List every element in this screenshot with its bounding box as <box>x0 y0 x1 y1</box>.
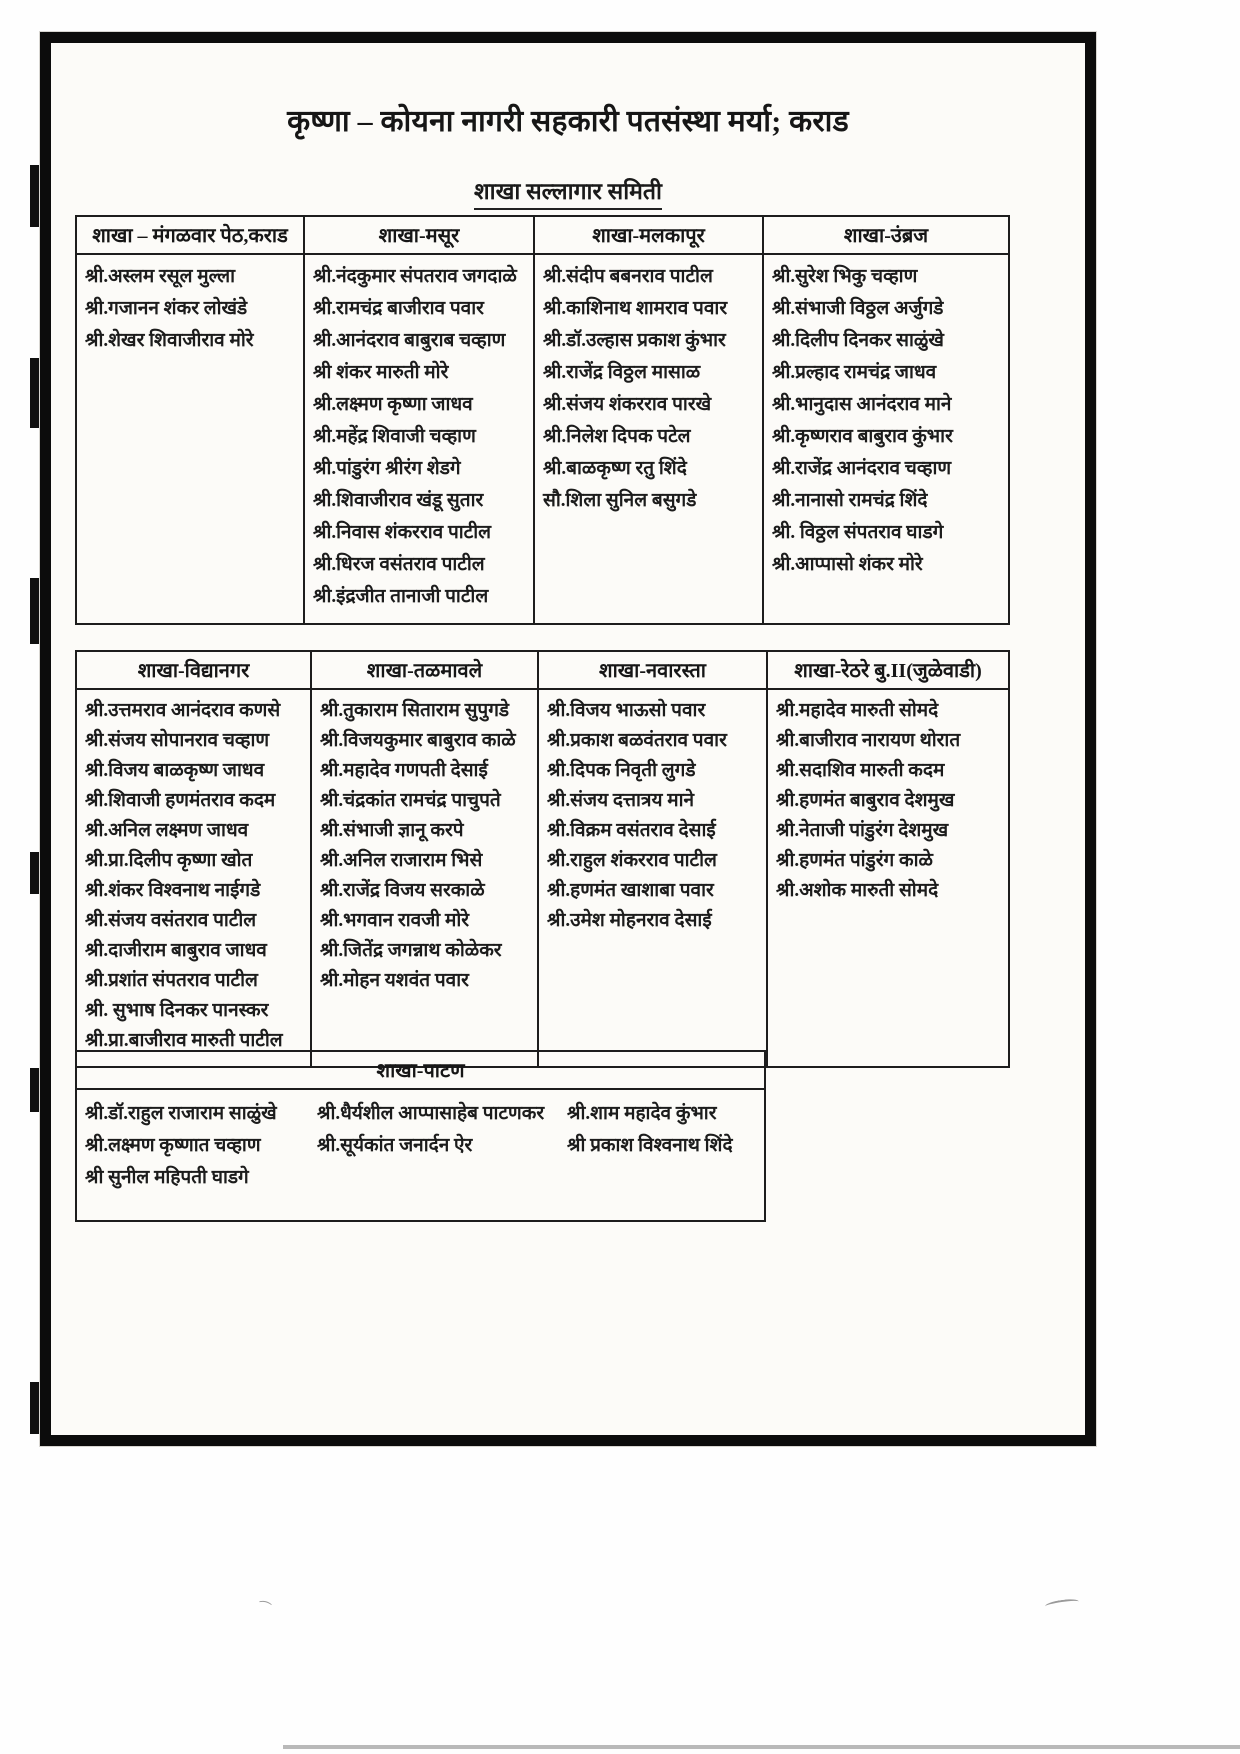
member-name: श्री.विजय भाऊसो पवार <box>547 700 706 721</box>
member-name: श्री प्रकाश विश्वनाथ शिंदे <box>567 1135 733 1156</box>
member-name: श्री.संभाजी ज्ञानू करपे <box>320 820 464 841</box>
scan-artifact <box>30 578 39 644</box>
member-name: श्री.शंकर विश्वनाथ नाईगडे <box>85 880 261 901</box>
patan-member-column <box>85 1098 317 1194</box>
member-name: श्री.राजेंद्र आनंदराव चव्हाण <box>772 458 952 479</box>
member-name: श्री.संजय वसंतराव पाटील <box>85 910 257 931</box>
branch-table-lower <box>75 650 1010 1068</box>
member-name: श्री.अनिल लक्ष्मण जाधव <box>85 820 249 841</box>
branch-header: शाखा-विद्यानगर <box>77 652 310 690</box>
member-name: श्री.शेखर शिवाजीराव मोरे <box>85 330 254 351</box>
member-name: श्री.निवास शंकरराव पाटील <box>313 522 492 543</box>
member-name: श्री.पांडुरंग श्रीरंग शेडगे <box>313 458 461 479</box>
page-title: कृष्णा – कोयना नागरी सहकारी पतसंस्था मर्या; कराड <box>287 105 849 138</box>
member-name: श्री.संजय सोपानराव चव्हाण <box>85 730 270 751</box>
member-name: श्री.सूर्यकांत जनार्दन ऐर <box>317 1135 473 1156</box>
scan-artifact <box>30 165 39 227</box>
member-list <box>305 255 533 623</box>
branch-column <box>303 217 533 623</box>
member-name: श्री.प्रशांत संपतराव पाटील <box>85 970 258 991</box>
scan-artifact <box>30 358 39 428</box>
member-name: श्री.उमेश मोहनराव देसाई <box>547 910 712 931</box>
member-name: श्री.अस्लम रसूल मुल्ला <box>85 266 236 287</box>
member-name: श्री.महेंद्र शिवाजी चव्हाण <box>313 426 476 447</box>
document-frame <box>40 32 1096 1446</box>
member-name: श्री.अशोक मारुती सोमदे <box>776 880 939 901</box>
member-name: श्री. सुभाष दिनकर पानस्कर <box>85 1000 269 1021</box>
member-name: श्री.प्रकाश बळवंतराव पवार <box>547 730 727 751</box>
member-name: श्री. विठ्ठल संपतराव घाडगे <box>772 522 944 543</box>
member-name: श्री.रामचंद्र बाजीराव पवार <box>313 298 484 319</box>
member-name: श्री.चंद्रकांत रामचंद्र पाचुपते <box>320 790 501 811</box>
branch-column <box>77 217 303 623</box>
member-name: श्री.विजयकुमार बाबुराव काळे <box>320 730 516 751</box>
branch-header: शाखा-रेठरे बु.II(जुळेवाडी) <box>768 652 1008 690</box>
member-name: श्री.अनिल राजाराम भिसे <box>320 850 483 871</box>
member-list <box>77 255 303 623</box>
branch-header: शाखा – मंगळवार पेठ,कराड <box>77 217 303 255</box>
member-name: श्री.दिपक निवृती लुगडे <box>547 760 696 781</box>
member-name: श्री.निलेश दिपक पटेल <box>543 426 691 447</box>
member-name: श्री.मोहन यशवंत पवार <box>320 970 469 991</box>
member-name: श्री.संदीप बबनराव पाटील <box>543 266 713 287</box>
scan-artifact <box>1045 1598 1080 1611</box>
branch-column <box>766 652 1008 1066</box>
member-name: श्री.राहुल शंकरराव पाटील <box>547 850 717 871</box>
scan-artifact <box>30 1068 39 1112</box>
member-name: श्री.इंद्रजीत तानाजी पाटील <box>313 586 489 607</box>
member-name: श्री.शिवाजी हणमंतराव कदम <box>85 790 276 811</box>
member-list <box>764 255 1008 623</box>
member-name: श्री सुनील महिपती घाडगे <box>85 1167 249 1188</box>
patan-branch-header: शाखा-पाटण <box>77 1050 764 1090</box>
member-name: श्री.विजय बाळकृष्ण जाधव <box>85 760 265 781</box>
member-name: श्री.आनंदराव बाबुराब चव्हाण <box>313 330 506 351</box>
branch-table-upper <box>75 215 1010 625</box>
member-name: श्री.संजय शंकरराव पारखे <box>543 394 712 415</box>
scan-artifact: ⁀ <box>256 1601 271 1620</box>
member-list <box>535 255 762 623</box>
branch-header: शाखा-मसूर <box>305 217 533 255</box>
member-name: श्री.नेताजी पांडुरंग देशमुख <box>776 820 949 841</box>
branch-column <box>537 652 766 1066</box>
member-name: श्री.बाजीराव नारायण थोरात <box>776 730 961 751</box>
member-name: श्री.संजय दत्तात्रय माने <box>547 790 695 811</box>
member-name: श्री शंकर मारुती मोरे <box>313 362 449 383</box>
branch-column <box>77 652 310 1066</box>
member-name: श्री.काशिनाथ शामराव पवार <box>543 298 728 319</box>
scan-artifact <box>30 1382 39 1434</box>
branch-column <box>310 652 537 1066</box>
branch-column <box>762 217 1008 623</box>
member-name: श्री.धैर्यशील आप्पासाहेब पाटणकर <box>317 1103 545 1124</box>
member-name: श्री.जितेंद्र जगन्नाथ कोळेकर <box>320 940 502 961</box>
scan-artifact <box>30 852 39 894</box>
member-name: श्री.आप्पासो शंकर मोरे <box>772 554 923 575</box>
member-name: श्री.कृष्णराव बाबुराव कुंभार <box>772 426 953 447</box>
member-name: श्री.हणमंत पांडुरंग काळे <box>776 850 933 871</box>
member-name: श्री.शिवाजीराव खंडू सुतार <box>313 490 484 511</box>
member-name: श्री.राजेंद्र विजय सरकाळे <box>320 880 485 901</box>
branch-header: शाखा-नवारस्ता <box>539 652 766 690</box>
scan-edge-line <box>283 1745 1240 1749</box>
branch-header: शाखा-मलकापूर <box>535 217 762 255</box>
member-name: श्री.भानुदास आनंदराव माने <box>772 394 952 415</box>
branch-column <box>533 217 762 623</box>
member-name: सौ.शिला सुनिल बसुगडे <box>543 490 697 511</box>
member-name: श्री.गजानन शंकर लोखंडे <box>85 298 248 319</box>
member-list <box>312 690 537 1066</box>
member-name: श्री.प्रल्हाद रामचंद्र जाधव <box>772 362 937 383</box>
patan-member-column <box>317 1098 567 1194</box>
page-subtitle: शाखा सल्लागार समिती <box>474 174 662 210</box>
patan-branch-section <box>75 1050 766 1222</box>
member-name: श्री.नानासो रामचंद्र शिंदे <box>772 490 928 511</box>
member-name: श्री.डॉ.राहुल राजाराम साळुंखे <box>85 1103 277 1124</box>
member-list <box>77 690 310 1066</box>
branch-header: शाखा-उंब्रज <box>764 217 1008 255</box>
member-name: श्री.हणमंत खाशाबा पवार <box>547 880 714 901</box>
member-name: श्री.दाजीराम बाबुराव जाधव <box>85 940 267 961</box>
member-name: श्री.तुकाराम सिताराम सुपुगडे <box>320 700 510 721</box>
member-name: श्री.नंदकुमार संपतराव जगदाळे <box>313 266 517 287</box>
member-name: श्री.बाळकृष्ण रतु शिंदे <box>543 458 687 479</box>
member-list <box>539 690 766 1066</box>
member-name: श्री.हणमंत बाबुराव देशमुख <box>776 790 955 811</box>
member-name: श्री.विक्रम वसंतराव देसाई <box>547 820 716 841</box>
member-name: श्री.प्रा.दिलीप कृष्णा खोत <box>85 850 253 871</box>
member-name: श्री.लक्ष्मण कृष्णात चव्हाण <box>85 1135 261 1156</box>
member-name: श्री.सदाशिव मारुती कदम <box>776 760 945 781</box>
patan-member-columns <box>77 1090 764 1220</box>
member-name: श्री.धिरज वसंतराव पाटील <box>313 554 485 575</box>
member-name: श्री.भगवान रावजी मोरे <box>320 910 470 931</box>
branch-header: शाखा-तळमावले <box>312 652 537 690</box>
member-name: श्री.प्रा.बाजीराव मारुती पाटील <box>85 1030 283 1051</box>
member-name: श्री.डॉ.उल्हास प्रकाश कुंभार <box>543 330 726 351</box>
patan-member-column <box>567 1098 760 1194</box>
member-name: श्री.महादेव गणपती देसाई <box>320 760 488 781</box>
member-name: श्री.शाम महादेव कुंभार <box>567 1103 717 1124</box>
member-name: श्री.उत्तमराव आनंदराव कणसे <box>85 700 281 721</box>
member-name: श्री.सुरेश भिकु चव्हाण <box>772 266 918 287</box>
member-name: श्री.दिलीप दिनकर साळुंखे <box>772 330 944 351</box>
member-list <box>768 690 1008 1066</box>
member-name: श्री.लक्ष्मण कृष्णा जाधव <box>313 394 473 415</box>
member-name: श्री.महादेव मारुती सोमदे <box>776 700 939 721</box>
member-name: श्री.राजेंद्र विठ्ठल मासाळ <box>543 362 701 383</box>
member-name: श्री.संभाजी विठ्ठल अर्जुगडे <box>772 298 944 319</box>
